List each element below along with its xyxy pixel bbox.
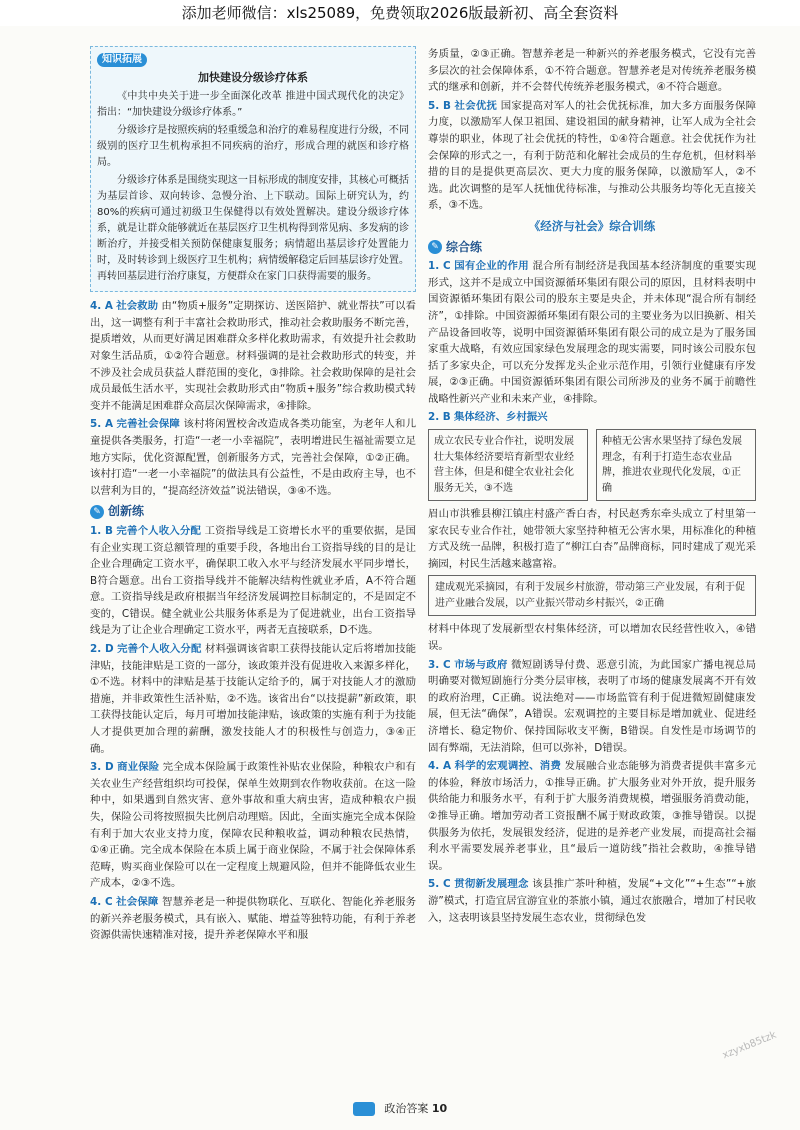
- answer-number: 3. D: [90, 761, 114, 774]
- publisher-logo: [353, 1102, 375, 1116]
- answer-number: 3. C: [428, 658, 451, 671]
- answer-text: 完全成本保险属于政策性补贴农业保险，种粮农户和有关农业生产经营组织均可投保，保单生效期到农作物收获前。在这一险种中，如果遇到自然灾害、意外事故和重大病虫害，造成种粮农户损失，保险公司将按照损失比例启动理赔。因此，全面实施完全成本保险有利于加大农业支持力度，保障农民种粮收益，调动种粮农民热情，①④正确。完全成本保险在本质上属于商业保险，不属于社会保障体系范畴，购买商业保险可以在一定程度上规避风险，但并不能降低农业生产成本，②③不选。: [90, 761, 417, 890]
- topic-tag: 商业保险: [117, 761, 160, 774]
- right-column: [428, 46, 756, 928]
- answer-number: 2. B: [428, 411, 451, 424]
- analysis-box-left: 成立农民专业合作社，说明发展壮大集体经济要培育新型农业经营主体，但是和健全农业社会化服务无关，③不选: [428, 429, 588, 501]
- topic-tag: 集体经济、乡村振兴: [454, 411, 548, 424]
- answer-text: 工资指导线是工资增长水平的重要依据，是国有企业实现工资总额管理的重要手段，各地出台工资指导线的目的是让企业合理确定工资水平，确保职工收入水平与经济发展水平同步增长，B符合题意。出台工资指导线并不能解决结构性就业矛盾，A不符合题意。工资指导线是政府根据当年经济发展调控目标制定的，不是固定不变的，C错误。健全就业公共服务体系是为了促进就业，出台工资指导线是为了让企业合理确定工资水平，两者无直接联系，D不选。: [90, 524, 416, 637]
- analysis-box-bottom: 建成观光采摘园，有利于发展乡村旅游，带动第三产业发展，有利于促进产业融合发展，以产业振兴带动乡村振兴，②正确: [428, 575, 756, 616]
- box-paragraph: 分级诊疗体系是围绕实现这一目标形成的制度安排，其核心可概括为基层首诊、双向转诊、急慢分治、上下联动。国际上研究认为，约80%的疾病可通过初级卫生保健得以有效处置解决。建设分级诊疗体系，就是让群众能够就近在基层医疗卫生机构得到常见病、多发病的诊断治疗，并接受相关预防保健康复服务；病情超出基层诊疗处置能力时，及时转诊到上级医疗卫生机构；病情缓解稳定后回基层诊疗处置。再转回基层进行治疗康复，方便群众在家门口获得需要的服务。: [97, 175, 409, 283]
- answer-item: [428, 258, 756, 407]
- answer-number: 2. D: [90, 643, 114, 656]
- knowledge-box-title: 加快建设分级诊疗体系: [198, 70, 308, 84]
- knowledge-box: [90, 46, 416, 292]
- topic-tag: 社会救助: [116, 300, 159, 313]
- knowledge-badge: 知识拓展: [97, 53, 147, 67]
- material-text: 眉山市洪雅县柳江镇庄村盛产香白杏，村民赵秀东牵头成立了村里第一家农民专业合作社，她带领大家坚持种植无公害水果，用标准化的种植方式及统一品牌，积极打造了“柳江白杏”品牌商标，同时建成了观光采摘园，村民生活越来越富裕。: [428, 508, 756, 570]
- topic-tag: 科学的宏观调控、消费: [454, 760, 562, 773]
- answer-item: [428, 657, 756, 757]
- answer-text: 由“物质+服务”定期探访、送医陪护、就业帮扶”可以看出，这一调整有利于丰富社会救助形式，推动社会救助服务不断完善，提质增效，从而更好满足困难群众多样化救助需求，有效提升社会救助对象生活品质，①②符合题意。材料强调的是社会救助形式的转变，并不涉及社会成员获益人群范围的变化，③排除。社会救助保障的是社会成员最低生活水平，实现社会救助形式由“物质+服务”综合救助模式转变并不能满足困难群众高层次保障需求，④排除。: [90, 300, 417, 412]
- answer-text: 材料强调该省职工获得技能认定后将增加技能津贴，技能津贴是工资的一部分，该政策并没有促进收入来源多样化，①不选。材料中的津贴是基于技能认定给予的，属于对技能人才的激励措施，并非政策性生活补贴，②不选。该省出台“以技提薪”新政策，职工获得技能认定后，每月可增加技能津贴，该政策的实施有利于为技能人才提供更加合理的薪酬，激发技能人才的积极性与创造力，③④正确。: [90, 643, 417, 755]
- answer-text: 混合所有制经济是我国基本经济制度的重要实现形式，这并不是成立中国资源循环集团有限公司的原因，且材料表明中国资源循环集团有限公司的股东主要是央企，并未体现“混合所有制经济”，①排除。中国资源循环集团有限公司的主要业务为以旧换新、相关产品设备回收等，说明中国资源循环集团有限公司的成立是为了服务国家重大战略，有效应国家绿色发展理念的现实需要，同时该公司股东包括了多家央企，可以充分发挥龙头企业示范作用，引领行业健康有序发展，②③正确。中国资源循环集团有限公司所涉及的业务不属于前瞻性战略性新兴产业和未来产业，④排除。: [428, 260, 756, 405]
- topic-tag: 完善个人收入分配: [117, 643, 202, 656]
- box-paragraph: 《中共中央关于进一步全面深化改革 推进中国式现代化的决定》指出：“加快建设分级诊疗体系。”: [97, 91, 409, 119]
- answer-item: [90, 416, 416, 499]
- box-paragraph: 分级诊疗是按照疾病的轻重缓急和治疗的难易程度进行分级，不同级别的医疗卫生机构承担不同疾病的治疗，形成合理的就医和诊疗格局。: [97, 125, 409, 169]
- answer-number: 4. A: [428, 760, 452, 773]
- topic-tag: 国有企业的作用: [454, 260, 529, 273]
- answer-number: 1. C: [428, 260, 451, 273]
- answer-number: 4. C: [90, 895, 113, 908]
- watermark: xzyxb85tzk: [720, 1029, 778, 1062]
- answer-item: [90, 298, 416, 414]
- topic-tag: 社会保障: [116, 895, 159, 908]
- topic-tag: 社会优抚: [454, 99, 498, 112]
- answer-item: [90, 894, 416, 944]
- section-icon: ✎: [428, 240, 442, 254]
- answer-number: 1. B: [90, 524, 113, 537]
- answer-continuation: 务质量，②③正确。智慧养老是一种新兴的养老服务模式，它没有完善多层次的社会保障体系，①不符合题意。智慧养老是对传统养老服务模式的继承和创新，并不会替代传统养老服务模式，④不符合题意。: [428, 48, 756, 94]
- section-header: [90, 503, 416, 520]
- left-column: [90, 46, 416, 946]
- answer-item: [90, 641, 416, 757]
- section-label: 综合练: [446, 239, 483, 254]
- answer-number: 5. C: [428, 878, 451, 891]
- answer-number: 5. B: [428, 99, 451, 112]
- training-title: 《经济与社会》综合训练: [528, 218, 656, 233]
- answer-text: 发展融合业态能够为消费者提供丰富多元的体验，释放市场活力，①推导正确。扩大服务业对外开放，提升服务供给能力和服务水平，有利于扩大服务消费规模，增强服务消费动能，②推导正确。增加劳动者工资报酬不属于财政政策，③推导错误。以提供服务为依托，发展银发经济，促进的是养老产业发展，而提高社会福利水平需要发展养老事业，且“最后一道防线”指社会救助，④推导错误。: [428, 760, 756, 872]
- answer-item: [428, 758, 756, 874]
- topic-tag: 贯彻新发展理念: [454, 878, 529, 891]
- topic-tag: 市场与政府: [454, 658, 508, 671]
- answer-item: [90, 759, 416, 892]
- answer-item: [428, 409, 756, 426]
- answer-number: 4. A: [90, 300, 113, 313]
- answer-number: 5. A: [90, 418, 114, 431]
- page-footer: [0, 1100, 800, 1116]
- answer-text: 该村将闲置校舍改造成各类功能室，为老年人和儿童提供各类服务，打造“一老一小幸福院”，表明增进民生福祉需要立足地方实际，优化资源配置，创新服务方式，完善社会保障，①②正确。该村打造“一老一小幸福院”的做法具有公益性，不是由政府主导，也不以营利为目的，“提高经济效益”说法错误，③④不选。: [90, 418, 417, 497]
- section-header: [428, 239, 756, 256]
- analysis-box-right: 种植无公害水果坚持了绿色发展理念，有利于打造生态农业品牌，推进农业现代化发展，①正确: [596, 429, 756, 501]
- section-label: 创新练: [108, 504, 145, 519]
- topic-tag: 完善社会保障: [116, 418, 180, 431]
- section-icon: ✎: [90, 505, 104, 519]
- answer-text: 国家提高对军人的社会优抚标准，加大多方面服务保障力度，以激励军人保卫祖国、建设祖国的献身精神，让军人成为全社会尊崇的职业，体现了社会优抚的特性，①④符合题意。社会优抚作为社会保障的形式之一，有利于防范和化解社会成员的生存危机，但材料举措的目的是提供更高层次、更大力度的服务保障，以激励军人，②不选。此次调整的是军人抚恤优待标准，与推动公共服务均等化无直接关系，③不选。: [428, 99, 756, 212]
- answer-text: 微短剧诱导付费、恶意引流，为此国家广播电视总局明确要对微短剧施行分类分层审核，表明了市场的健康发展离不开有效的政府治理，C正确。说法绝对——市场监管有利于促进微短剧健康发展，但无法“确保”，A错误。宏观调控的主要目标是增加就业、促进经济增长、稳定物价、保持国际收支平衡，B错误。自发性是市场调节的固有弊端，无法消除，但可以弥补，D错误。: [428, 658, 757, 754]
- answer-item: [428, 876, 756, 926]
- promo-banner: 添加老师微信：xls25089，免费领取2026版最新初、高全套资料: [0, 0, 800, 26]
- answer-text: 材料中体现了发展新型农村集体经济，可以增加农民经营性收入，④错误。: [428, 623, 756, 653]
- footer-label: 政治答案: [384, 1102, 429, 1115]
- analysis-boxes: [428, 429, 756, 501]
- topic-tag: 完善个人收入分配: [116, 524, 202, 537]
- answer-item: [90, 523, 416, 639]
- answer-text: 智慧养老是一种提供物联化、互联化、智能化养老服务的新兴养老服务模式，具有嵌入、赋能、增益等独特功能，有利于养老资源供需快速精准对接，提升养老保障水平和服: [90, 895, 417, 942]
- answer-text: 该县推广茶叶种植，发展“+文化”“+生态”“+旅游”模式，打造宜居宜游宜业的茶旅小镇，通过农旅融合，增加了村民收入，这表明该县坚持发展生态农业，贯彻绿色发: [428, 878, 756, 924]
- answer-item: [428, 98, 756, 214]
- page-number: 10: [431, 1102, 448, 1115]
